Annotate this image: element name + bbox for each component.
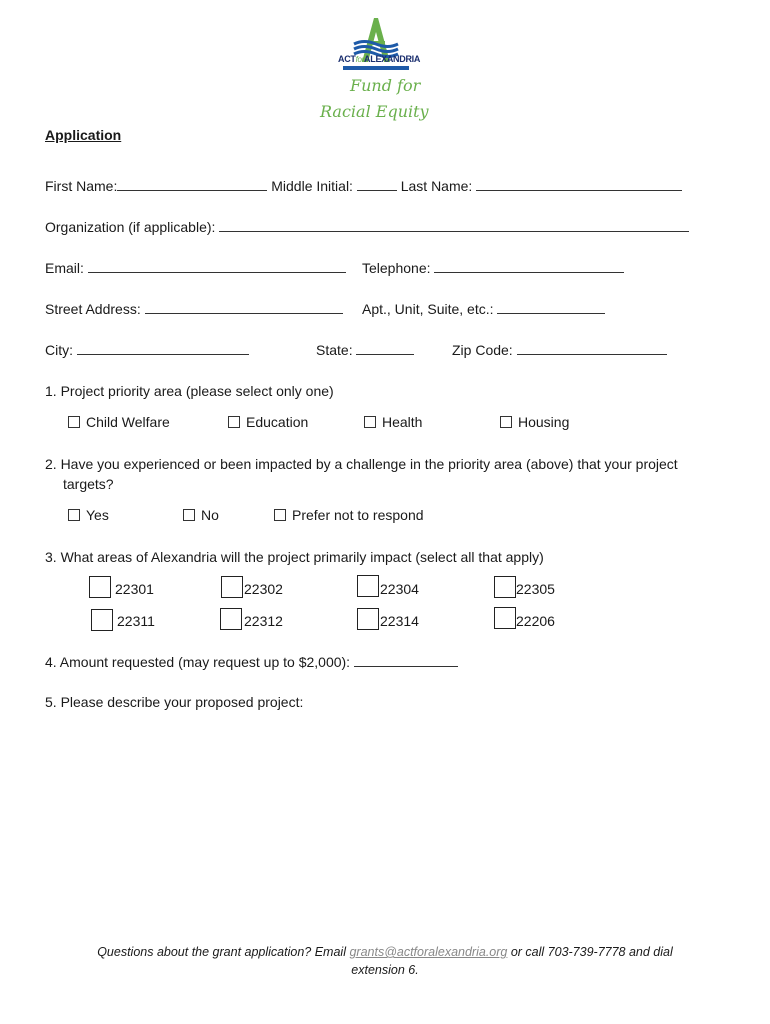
zip-label-22305: 22305 <box>516 581 555 597</box>
q2-option-no[interactable] <box>183 506 219 524</box>
amount-field[interactable] <box>354 654 458 667</box>
logo-tagline-bar <box>343 66 409 70</box>
footer <box>0 943 770 961</box>
logo-word-alexandria: ALEXANDRIA <box>364 54 421 64</box>
middle-initial-label: Middle Initial: <box>271 178 353 194</box>
page-title: Application <box>45 127 122 143</box>
email-label: Email: <box>45 260 84 276</box>
logo-word-for: for <box>355 55 365 64</box>
footer-email-link[interactable]: grants@actforalexandria.org <box>349 945 508 959</box>
zip-checkbox-22302[interactable] <box>221 576 243 598</box>
question-3: 3. What areas of Alexandria will the project primarily impact (select all that apply) <box>45 549 544 565</box>
zip-label-22302: 22302 <box>244 581 283 597</box>
email-field[interactable] <box>88 260 346 273</box>
q1-option-label: Child Welfare <box>86 414 170 430</box>
first-name-field[interactable] <box>117 178 267 191</box>
zip-checkbox-22314[interactable] <box>357 608 379 630</box>
q1-option-education[interactable] <box>228 413 308 431</box>
footer-prefix: Questions about the grant application? Email <box>97 945 350 959</box>
last-name-field[interactable] <box>476 178 682 191</box>
footer-suffix: or call 703-739-7778 and dial <box>507 945 673 959</box>
zip-label-22314: 22314 <box>380 613 419 629</box>
q2-option-label: Prefer not to respond <box>292 507 424 523</box>
state-row <box>316 341 414 359</box>
zip-label-22312: 22312 <box>244 613 283 629</box>
city-label: City: <box>45 342 73 358</box>
zip-label-22301: 22301 <box>115 581 154 597</box>
zip-label-22304: 22304 <box>380 581 419 597</box>
telephone-label: Telephone: <box>362 260 431 276</box>
question-1: 1. Project priority area (please select only one) <box>45 383 334 399</box>
city-row <box>45 341 249 359</box>
zip-checkbox-22305[interactable] <box>494 576 516 598</box>
street-row <box>45 300 343 318</box>
checkbox-icon[interactable] <box>68 416 80 428</box>
first-name-label: First Name: <box>45 178 118 194</box>
q1-option-health[interactable] <box>364 413 422 431</box>
telephone-field[interactable] <box>434 260 624 273</box>
telephone-row <box>362 259 624 277</box>
checkbox-icon[interactable] <box>364 416 376 428</box>
logo-word-act: ACT <box>338 54 356 64</box>
zip-label-22311: 22311 <box>117 613 155 629</box>
zip-checkbox-22304[interactable] <box>357 575 379 597</box>
organization-label: Organization (if applicable): <box>45 219 216 235</box>
question-4-label: 4. Amount requested (may request up to $2,000): <box>45 654 351 670</box>
city-field[interactable] <box>77 342 249 355</box>
q1-option-child-welfare[interactable] <box>68 413 170 431</box>
middle-initial-field[interactable] <box>357 178 397 191</box>
zip-checkbox-22301[interactable] <box>89 576 111 598</box>
q1-option-label: Housing <box>518 414 570 430</box>
q1-option-label: Education <box>246 414 309 430</box>
zip-checkbox-22311[interactable] <box>91 609 113 631</box>
street-field[interactable] <box>145 301 343 314</box>
zip-field[interactable] <box>517 342 667 355</box>
question-4 <box>45 653 458 671</box>
logo-script-line1: Fund for <box>350 76 421 95</box>
checkbox-icon[interactable] <box>500 416 512 428</box>
q1-option-label: Health <box>382 414 423 430</box>
logo-wordmark <box>338 54 421 64</box>
q2-option-label: Yes <box>86 507 109 523</box>
organization-field[interactable] <box>219 219 689 232</box>
q2-option-prefer-not[interactable] <box>274 506 424 524</box>
last-name-label: Last Name: <box>400 178 473 194</box>
checkbox-icon[interactable] <box>228 416 240 428</box>
state-field[interactable] <box>356 342 414 355</box>
question-2-line2: targets? <box>63 476 114 492</box>
zip-row <box>452 341 667 359</box>
zip-checkbox-22206[interactable] <box>494 607 516 629</box>
name-row <box>45 177 682 195</box>
street-label: Street Address: <box>45 301 141 317</box>
footer-line2: extension 6. <box>351 963 419 977</box>
q2-option-yes[interactable] <box>68 506 109 524</box>
checkbox-icon[interactable] <box>68 509 80 521</box>
q1-option-housing[interactable] <box>500 413 569 431</box>
zip-label: Zip Code: <box>452 342 513 358</box>
q2-option-label: No <box>201 507 219 523</box>
apt-row <box>362 300 605 318</box>
question-5: 5. Please describe your proposed project: <box>45 694 304 710</box>
state-label: State: <box>316 342 353 358</box>
logo-script-line2: Racial Equity <box>320 102 429 121</box>
checkbox-icon[interactable] <box>183 509 195 521</box>
email-row <box>45 259 346 277</box>
logo <box>318 14 434 126</box>
zip-checkbox-22312[interactable] <box>220 608 242 630</box>
project-description-area[interactable] <box>45 716 725 926</box>
question-2-line1: 2. Have you experienced or been impacted by a challenge in the priority area (above) that your project <box>45 456 678 472</box>
apt-field[interactable] <box>497 301 605 314</box>
apt-label: Apt., Unit, Suite, etc.: <box>362 301 494 317</box>
checkbox-icon[interactable] <box>274 509 286 521</box>
zip-label-22206: 22206 <box>516 613 555 629</box>
logo-mark-icon <box>318 14 434 74</box>
organization-row <box>45 218 689 236</box>
